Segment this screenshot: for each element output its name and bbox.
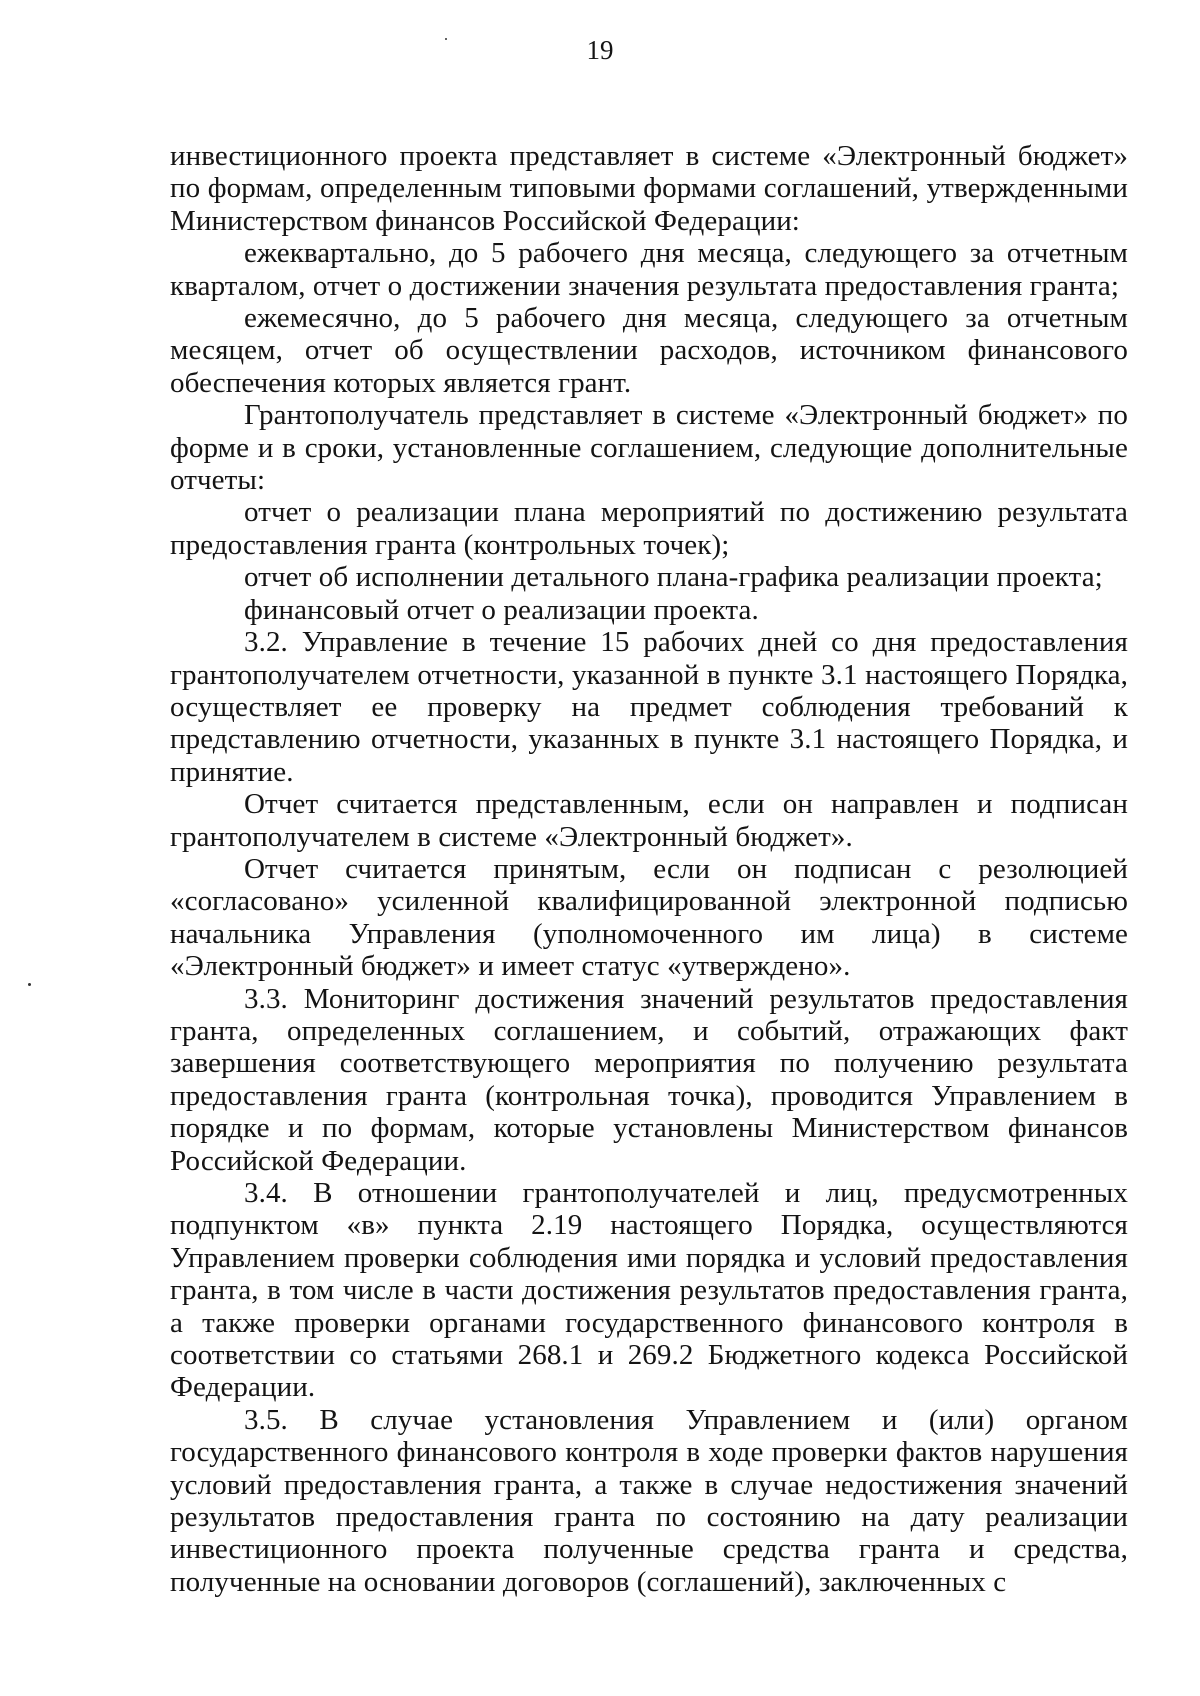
document-body (170, 140, 1128, 1598)
paragraph: инвестиционного проекта представляет в системе «Электронный бюджет» по формам, определенным типовыми формами соглашений, утвержденными Министерством финансов Российской Федерации: (170, 140, 1128, 237)
section-3-5: 3.5. В случае установления Управлением и (или) органом государственного финансового контроля в ходе проверки фактов нарушения условий предоставления гранта, а также в случае недостижения значений результатов предоставления гранта по состоянию на дату реализации инвестиционного проекта полученные средства гранта и средства, полученные на основании договоров (соглашений), заключенных с (170, 1403, 1128, 1598)
paragraph: Отчет считается принятым, если он подписан с резолюцией «согласовано» усиленной квалифицированной электронной подписью начальника Управления (уполномоченного им лица) в системе «Электронный бюджет» и имеет статус «утверждено». (170, 852, 1128, 983)
page-number: 19 (586, 35, 614, 65)
scan-speck (28, 983, 31, 986)
paragraph: отчет об исполнении детального плана-графика реализации проекта; (244, 561, 1103, 594)
paragraph: Отчет считается представленным, если он направлен и подписан грантополучателем в системе «Электронный бюджет». (170, 788, 1128, 853)
paragraph: Грантополучатель представляет в системе «Электронный бюджет» по форме и в сроки, установленные соглашением, следующие дополнительные отчеты: (170, 399, 1128, 497)
section-3-3: 3.3. Мониторинг достижения значений результатов предоставления гранта, определенных соглашением, и событий, отражающих факт завершения соответствующего мероприятия по получению результата предоставления гранта (контрольная точка), проводится Управлением в порядке и по формам, которые установлены Министерством финансов Российской Федерации. (170, 982, 1128, 1177)
paragraph: ежеквартально, до 5 рабочего дня месяца, следующего за отчетным кварталом, отчет о достижении значения результата предоставления гранта; (170, 237, 1128, 302)
paragraph: ежемесячно, до 5 рабочего дня месяца, следующего за отчетным месяцем, отчет об осуществлении расходов, источником финансового обеспечения которых является грант. (170, 302, 1128, 399)
paragraph: отчет о реализации плана мероприятий по достижению результата предоставления гранта (контрольных точек); (170, 496, 1128, 561)
section-3-2: 3.2. Управление в течение 15 рабочих дней со дня предоставления грантополучателем отчетности, указанной в пункте 3.1 настоящего Порядка, осуществляет ее проверку на предмет соблюдения требований к представлению отчетности, указанных в пункте 3.1 настоящего Порядка, и принятие. (170, 626, 1128, 788)
paragraph: финансовый отчет о реализации проекта. (244, 593, 759, 626)
section-3-4: 3.4. В отношении грантополучателей и лиц, предусмотренных подпунктом «в» пункта 2.19 настоящего Порядка, осуществляются Управлением проверки соблюдения ими порядка и условий предоставления гранта, в том числе в части достижения результатов предоставления гранта, а также проверки органами государственного финансового контроля в соответствии со статьями 268.1 и 269.2 Бюджетного кодекса Российской Федерации. (170, 1177, 1128, 1404)
